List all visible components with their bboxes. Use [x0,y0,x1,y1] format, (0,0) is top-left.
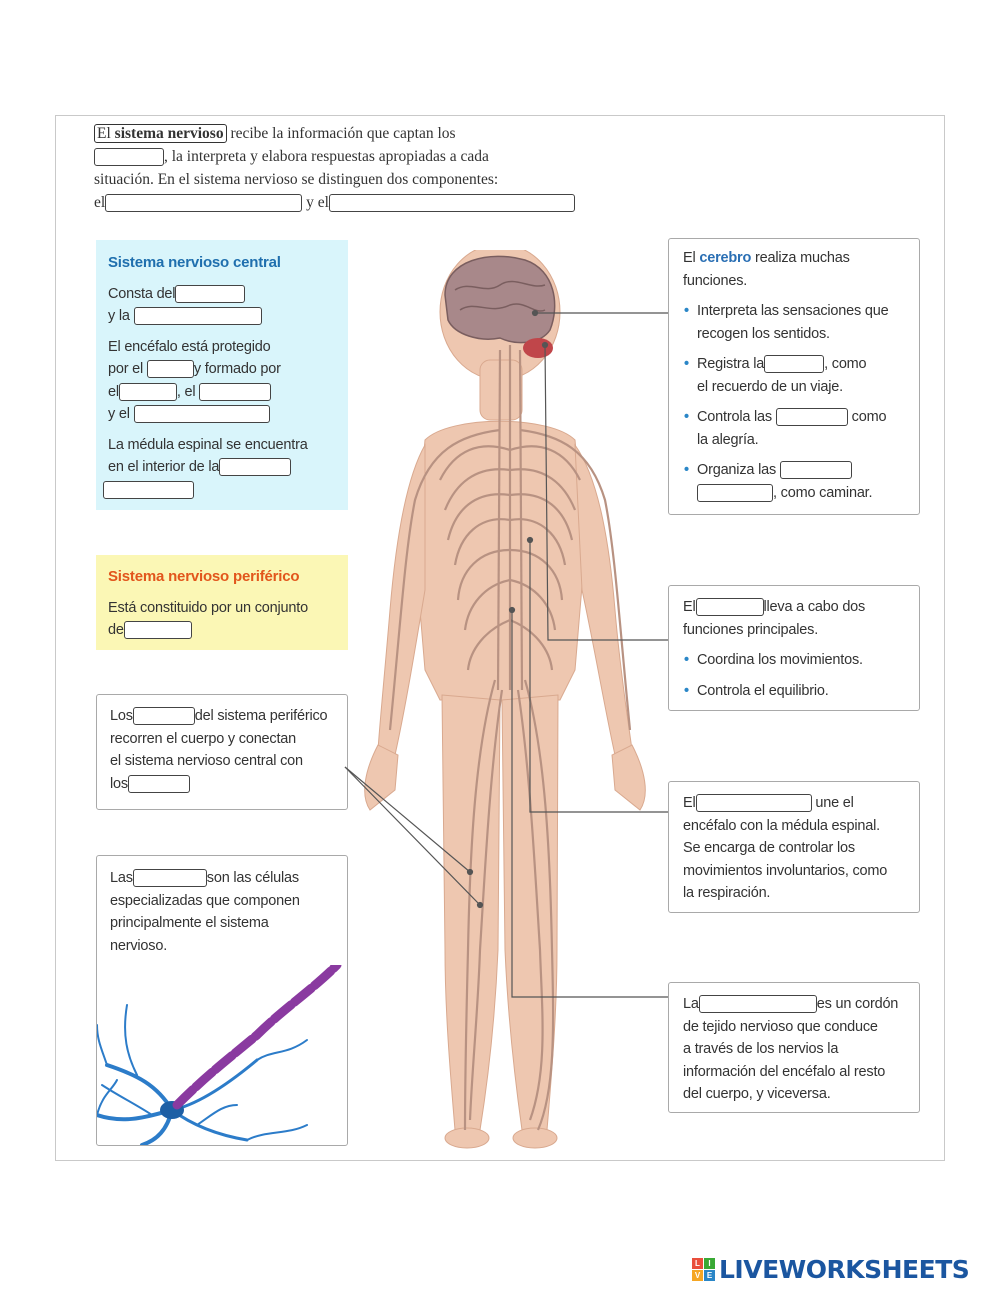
bulbo-l1a: El [683,795,696,811]
cerebro-bullet-3 [683,406,919,451]
logo-squares-icon: L I V E [692,1258,715,1281]
bulbo-l5: la respiración. [683,885,771,901]
medula-l1a: La [683,996,699,1012]
intro-el: El [97,125,111,142]
cerebro-b3a: Controla las [697,409,772,425]
central-l2: y la [108,308,130,324]
intro-text-2: , la interpreta y elabora respuestas apropiadas a cada [164,148,489,165]
blank-vertebral[interactable] [103,481,194,499]
central-l3: El encéfalo está protegido [108,338,271,355]
intro-term-box [94,124,227,143]
cerebelo-l2: funciones principales. [683,621,819,638]
blank-nervios-2[interactable] [133,707,195,725]
cerebro-bullet-2 [683,353,919,398]
cerebro-b2a: Registra la [697,356,765,372]
central-title: Sistema nervioso central [108,254,281,271]
cerebelo-b1: • Coordina los movimientos. [683,649,919,672]
blank-memoria[interactable] [764,355,824,373]
medula-l1b: es un cordón [816,996,899,1012]
term-cerebro: cerebro [699,250,752,266]
central-l8: en el interior de la [108,459,220,475]
blank-snc[interactable] [105,194,302,212]
blank-bulbo[interactable] [134,405,270,423]
medula-l5: del cuerpo, y viceversa. [683,1086,831,1102]
medula-l3: a través de los nervios la [683,1041,839,1057]
blank-bulbo-raquideo[interactable] [696,794,812,812]
blank-sentidos[interactable] [94,148,164,166]
blank-emociones[interactable] [776,408,848,426]
bulbo-l4: movimientos involuntarios, como [683,862,888,879]
cerebro-l1a: El [683,250,696,266]
card-cerebelo [668,585,920,711]
nervios-l1a: Los [110,708,133,724]
blank-acciones[interactable] [780,461,852,479]
blank-medula[interactable] [134,307,262,325]
nervous-system-figure [360,250,680,1150]
central-l5a: el [108,383,119,400]
cerebelo-l1b: lleva a cabo dos [763,599,866,615]
blank-cerebelo[interactable] [199,383,271,401]
card-medula [668,982,920,1113]
intro-text-4a: el [94,194,106,211]
central-l1: Consta del [108,285,176,302]
blank-columna[interactable] [219,458,291,476]
cerebro-l2: funciones. [683,272,748,289]
liveworksheets-logo [692,1254,969,1284]
neuronas-l1a: Las [110,870,133,886]
intro-text-3: situación. En el sistema nervioso se distinguen dos componentes: [94,171,499,188]
periferico-l1: Está constituido por un conjunto [108,599,308,616]
neuron-illustration [97,965,347,1145]
card-nervios [96,694,348,810]
blank-cerebro[interactable] [119,383,177,401]
medula-l2: de tejido nervioso que conduce [683,1018,878,1035]
central-l5b: , el [176,383,196,400]
intro-text-4b: y el [306,194,329,211]
nervios-l3: el sistema nervioso central con [110,753,303,769]
nervios-l1b: del sistema periférico [194,708,328,724]
central-l4b: y formado por [193,361,281,377]
card-cerebro [668,238,920,515]
neuronas-l3: principalmente el sistema [110,915,269,931]
term-sistema-nervioso: sistema nervioso [114,125,224,142]
nervios-l2: recorren el cuerpo y conectan [110,730,297,747]
cerebro-b3b: como [851,409,887,425]
blank-nervios[interactable] [124,621,192,639]
blank-organos[interactable] [128,775,190,793]
blank-snp[interactable] [329,194,575,212]
cerebro-b4b: , como caminar. [773,484,873,501]
neuronas-l4: nervioso. [110,937,168,954]
cerebelo-l1a: El [683,599,696,615]
blank-neuronas[interactable] [133,869,207,887]
medula-l4: información del encéfalo al resto [683,1063,886,1080]
cerebro-bullet-4 [683,459,919,504]
blank-craneo[interactable] [147,360,194,378]
blank-voluntarias[interactable] [697,484,773,502]
cerebro-bullet-1 [683,300,919,345]
nervios-l4: los [110,775,128,792]
intro-paragraph [94,122,604,214]
panel-periferico [96,555,348,650]
blank-cerebelo-2[interactable] [696,598,764,616]
bulbo-l2: encéfalo con la médula espinal. [683,817,880,834]
periferico-l2: de [108,622,124,638]
central-l4a: por el [108,361,144,377]
cerebro-b1b: recogen los sentidos. [697,325,830,342]
bulbo-l3: Se encarga de controlar los [683,840,855,856]
blank-encefalo[interactable] [175,285,245,303]
central-l7: La médula espinal se encuentra [108,436,308,453]
panel-central [96,240,348,510]
cerebro-b1a: • Interpreta las sensaciones que [697,303,889,319]
blank-medula-espinal[interactable] [699,995,817,1013]
cerebro-b4a: Organiza las [697,462,776,478]
neuronas-l1b: son las células [206,870,299,886]
cerebro-b3c: la alegría. [697,431,759,448]
cerebro-l1c: realiza muchas [754,250,850,266]
neuronas-l2: especializadas que componen [110,892,300,909]
cerebro-b2c: el recuerdo de un viaje. [697,378,843,395]
central-l6: y el [108,406,130,422]
card-bulbo [668,781,920,913]
bulbo-l1b: une el [815,795,854,811]
intro-text-1: recibe la información que captan los [230,125,456,142]
cerebro-b2b: , como [824,356,867,372]
periferico-title: Sistema nervioso periférico [108,568,300,585]
logo-text: LIVEWORKSHEETS [719,1254,970,1284]
cerebelo-b2: • Controla el equilibrio. [683,680,919,703]
